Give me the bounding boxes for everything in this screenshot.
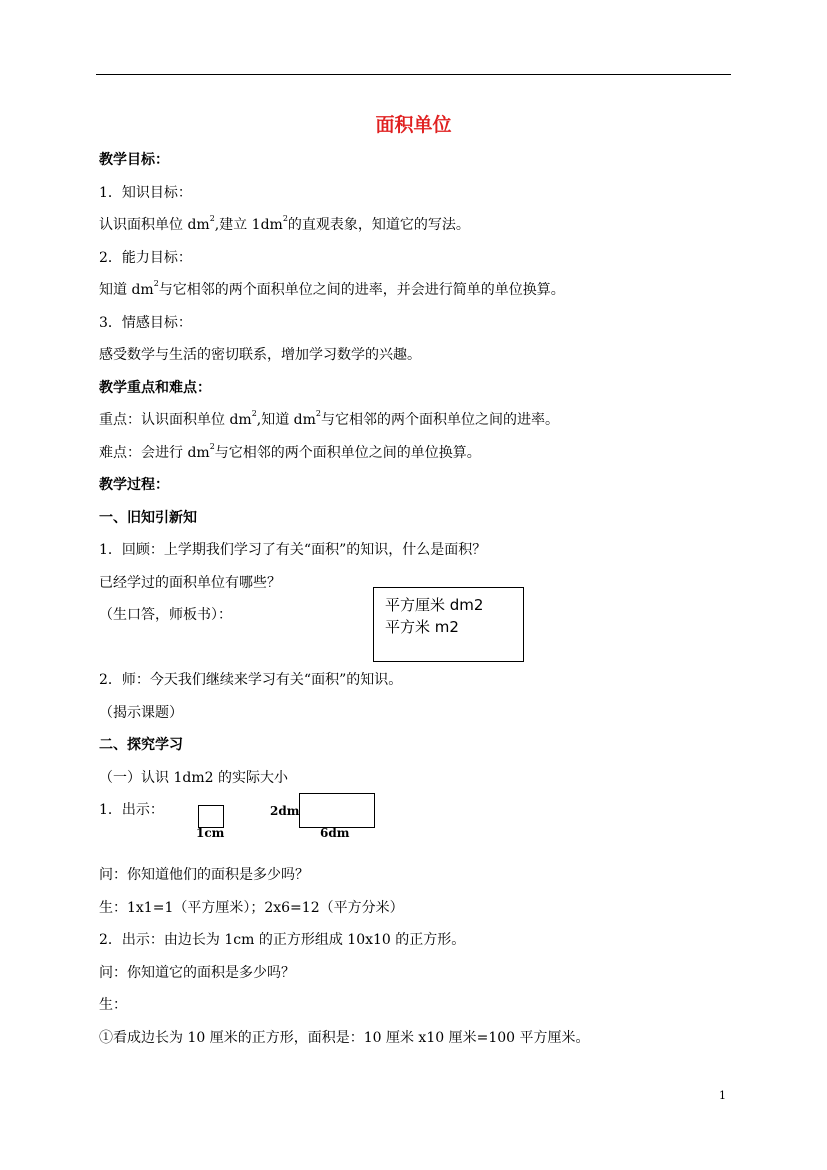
rect-side-label: 2dm: [270, 804, 300, 818]
board-line-2: 平方米 m2: [385, 618, 459, 636]
review-question: 1．回顾：上学期我们学习了有关“面积”的知识，什么是面积？: [99, 542, 487, 558]
blackboard-box: [373, 587, 524, 662]
difficulty-text: 难点：会进行 $dm^2$与它相邻的两个面积单位之间的单位换算。: [99, 442, 481, 461]
learned-units-question: 已经学过的面积单位有哪些？: [99, 575, 281, 591]
focus-text: 重点：认识面积单位 $dm^2$,知道 $dm^2$与它相邻的两个面积单位之间的进率。: [99, 409, 560, 428]
process-heading: 教学过程：: [99, 477, 169, 493]
small-square-figure: [198, 805, 224, 828]
section2-heading: 二、探究学习: [99, 737, 183, 753]
emotion-objective-label: 3．情感目标：: [99, 315, 192, 331]
sub1-heading: （一）认识 1dm2 的实际大小: [99, 770, 288, 786]
student-answer-note: （生口答，师板书）：: [99, 607, 232, 623]
teacher-continue: 2．师：今天我们继续来学习有关“面积”的知识。: [99, 672, 403, 688]
ability-objective-text: 知道 $dm^2$与它相邻的两个面积单位之间的进率，并会进行简单的单位换算。: [99, 279, 565, 298]
page-number: 1: [719, 1089, 726, 1102]
show-2: 2．出示：由边长为 1cm 的正方形组成 10x10 的正方形。: [99, 932, 466, 948]
header-rule: [96, 74, 731, 75]
section1-heading: 一、旧知引新知: [99, 510, 197, 526]
area-question: 问：你知道他们的面积是多少吗？: [99, 867, 309, 883]
key-points-heading: 教学重点和难点：: [99, 380, 211, 396]
student-label: 生：: [99, 997, 127, 1013]
small-square-label: 1cm: [196, 826, 225, 840]
show-1: 1．出示：: [99, 802, 164, 818]
rect-bottom-label: 6dm: [320, 826, 350, 840]
ability-objective-label: 2．能力目标：: [99, 250, 192, 266]
emotion-objective-text: 感受数学与生活的密切联系，增加学习数学的兴趣。: [99, 347, 421, 363]
area-answer: 生：1x1=1（平方厘米）；2x6=12（平方分米）: [99, 900, 404, 916]
page-title: 面积单位: [375, 114, 452, 136]
reveal-topic: （揭示课题）: [99, 705, 183, 721]
answer-1: ①看成边长为 10 厘米的正方形，面积是：10 厘米 x10 厘米=100 平方厘米。: [99, 1030, 590, 1046]
knowledge-objective-label: 1．知识目标：: [99, 185, 192, 201]
area-question-2: 问：你知道它的面积是多少吗？: [99, 965, 295, 981]
knowledge-objective-text: 认识面积单位 $dm^2$,建立 $1dm^2$的直观表象，知道它的写法。: [99, 214, 470, 233]
rectangle-figure: [299, 793, 375, 828]
objectives-heading: 教学目标：: [99, 152, 169, 168]
board-line-1: 平方厘米 dm2: [385, 596, 484, 614]
